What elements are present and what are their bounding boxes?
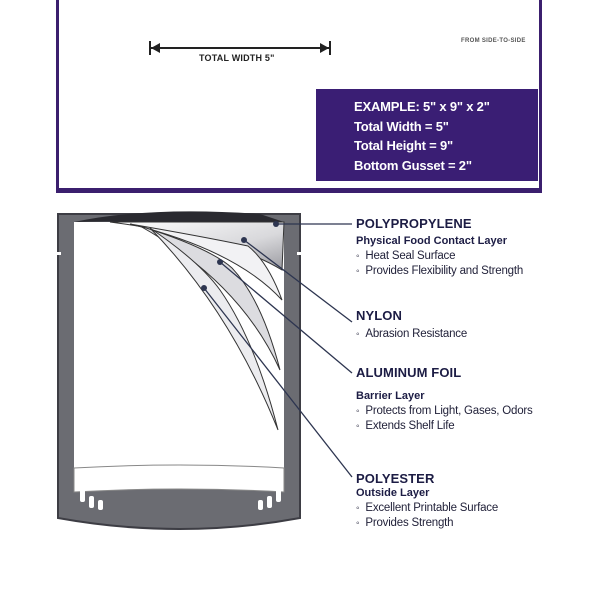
total-width-label: TOTAL WIDTH 5" — [199, 53, 275, 63]
dimension-arrow-right-icon — [320, 43, 329, 53]
vent-slot — [267, 496, 272, 508]
vent-slot — [98, 500, 103, 510]
example-line: Total Height = 9" — [354, 138, 453, 153]
layer-feature: ◦ Extends Shelf Life — [356, 420, 533, 432]
leader-dot-nylon — [241, 237, 247, 243]
callout-polypropylene — [356, 216, 523, 277]
layer-subtitle: Outside Layer — [356, 487, 430, 499]
side-notch-right — [297, 252, 302, 255]
layer-feature: ◦ Excellent Printable Surface — [356, 502, 498, 514]
layer-feature: ◦ Provides Flexibility and Strength — [356, 265, 523, 277]
layer-title: POLYESTER — [356, 471, 435, 486]
callout-polyester — [356, 471, 498, 529]
layer-feature: ◦ Protects from Light, Gases, Odors — [356, 405, 533, 417]
vent-slot — [276, 482, 281, 502]
side-notch-left — [56, 252, 61, 255]
layer-title: NYLON — [356, 308, 402, 323]
example-line: Total Width = 5" — [354, 118, 449, 134]
vent-slot — [80, 482, 85, 502]
layer-title: POLYPROPYLENE — [356, 216, 472, 231]
callout-nylon — [356, 308, 467, 340]
leader-dot-foil — [217, 259, 223, 265]
vent-slot — [258, 500, 263, 510]
layer-subtitle: Barrier Layer — [356, 390, 425, 402]
layer-subtitle: Physical Food Contact Layer — [356, 235, 507, 247]
side-to-side-note: FROM SIDE-TO-SIDE — [461, 38, 526, 44]
example-line: Bottom Gusset = 2" — [354, 157, 472, 173]
dimension-arrow-left-icon — [151, 43, 160, 53]
layer-feature: ◦ Abrasion Resistance — [356, 328, 467, 340]
leader-dot-polyester — [201, 285, 207, 291]
example-box — [316, 89, 538, 181]
callout-aluminum-foil — [356, 365, 533, 432]
layer-feature: ◦ Provides Strength — [356, 517, 498, 529]
layer-title: ALUMINUM FOIL — [356, 365, 462, 380]
width-dimension-line — [149, 47, 331, 49]
example-line: EXAMPLE: 5" x 9" x 2" — [354, 99, 490, 114]
leader-dot-polypropylene — [273, 221, 279, 227]
dimension-panel — [56, 0, 542, 193]
layer-feature: ◦ Heat Seal Surface — [356, 250, 523, 262]
pouch-gusset — [74, 465, 284, 492]
vent-slot — [89, 496, 94, 508]
